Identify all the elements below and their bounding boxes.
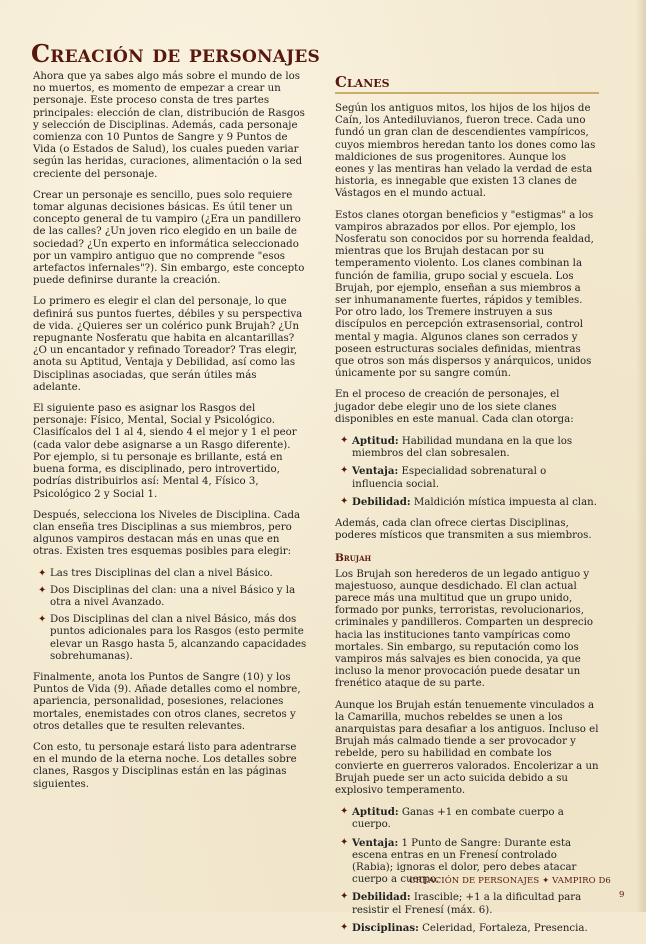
list-item-text: Celeridad, Fortaleza, Presencia.: [418, 922, 588, 934]
diamond-bullet-icon: ✦: [340, 921, 349, 933]
paragraph-disciplines: Después, selecciona los Niveles de Disciplina. Cada clan enseña tres Disciplinas a sus miembros, pero algunos vampiros destacan más en unas que en otras. Existen tres esquemas posibles para elegir:: [33, 509, 301, 558]
paragraph-brujah-camarilla: Aunque los Brujah están tenuemente vinculados a la Camarilla, muchos rebeldes se unen a los anarquistas para desafiar a los antiguos. Incluso el Brujah más calmado tiende a ser provocador y rebelde, pero su habilidad en combate los convierte en guerreros valorados. Encolerizar a un Brujah puede ser un acto suicida debido a su explosivo temperamento.: [335, 699, 599, 796]
subsection-title-brujah: Brujah: [335, 551, 372, 564]
list-item: [335, 496, 599, 509]
list-item-text: 1 Punto de Sangre: Durante esta escena entras en un Frenesí controlado (Rabia); ignoras el dolor, pero debes atacar cuerpo a cuerpo.: [352, 837, 577, 886]
diamond-bullet-icon: ✦: [38, 614, 47, 626]
list-item-label: Debilidad:: [352, 495, 411, 508]
list-item: [335, 465, 599, 490]
list-item: [335, 891, 599, 916]
list-item-text: Dos Disciplinas del clan a nivel Básico, más dos puntos adicionales para los Rasgos (esto permite elevar un Rasgo hasta 5, alcanzando capacidades sobrehumanas).: [50, 614, 307, 662]
list-item-text: Ganas +1 en combate cuerpo a cuerpo.: [352, 807, 564, 831]
list-item-text: Las tres Disciplinas del clan a nivel Básico.: [50, 567, 273, 579]
list-item-text: Irascible; +1 a la dificultad para resistir el Frenesí (máx. 6).: [352, 892, 582, 916]
paragraph-traits: El siguiente paso es asignar los Rasgos del personaje: Físico, Mental, Social y Psicológico. Clasifícalos del 1 al 4, siendo 4 el mejor y 1 el peor (cada valor debe asignarse a un Rasgo diferente). Por ejemplo, si tu personaje es brillante, está en buena forma, es disciplinado, pero introvertido, podrías distribuirlos así: Mental 4, Físico 3, Psicológico 2 y Social 1.: [33, 403, 297, 500]
paragraph-intro: Ahora que ya sabes algo más sobre el mundo de los no muertos, es momento de empezar a crear un personaje. Este proceso consta de tres partes principales: elección de clan, distribución de Rasgos y selección de Disciplinas. Además, cada personaje comienza con 10 Puntos de Sangre y 9 Puntos de Vida (o Estados de Salud), los cuales pueden variar según las heridas, curaciones, alimentación o la sed creciente del personaje.: [33, 71, 305, 180]
paragraph-conclusion: Con esto, tu personaje estará listo para adentrarse en el mundo de la eterna noche. Los detalles sobre clanes, Rasgos y Disciplinas están en las páginas siguientes.: [33, 741, 297, 790]
page-footer: CREACIÓN DE PERSONAJES ✦ VAMPIRO D6: [409, 876, 611, 886]
left-column: [33, 71, 307, 800]
list-item-text: Especialidad sobrenatural o influencia social.: [352, 466, 547, 490]
list-item-label: Ventaja:: [352, 465, 399, 478]
list-item: [33, 585, 307, 609]
right-column: [335, 72, 599, 944]
brujah-traits-list: [335, 806, 599, 935]
paragraph-clan-benefits: Estos clanes otorgan beneficios y "estigmas" a los vampiros abrazados por ellos. Por ejemplo, los Nosferatu son conocidos por su horrenda fealdad, mientras que los Brujah destacan por su temperamento violento. Los clanes combinan la función de familia, grupo social y escuela. Los Brujah, por ejemplo, enseñan a sus miembros a ser inhumanamente fuertes, rápidos y temibles. Por otro lado, los Tremere instruyen a sus discípulos en percepción extrasensorial, control mental y magia. Algunos clanes son cerrados y poseen estructuras sociales definidas, mientras que otros son más dispersos y anárquicos, unidos únicamente por su sangre común.: [335, 209, 594, 380]
section-title-clanes: Clanes: [335, 73, 390, 91]
paragraph-clan-myth: Según los antiguos mitos, los hijos de los hijos de Caín, los Antediluvianos, fueron trece. Cada uno fundó un gran clan de descendientes vampíricos, cuyos miembros heredan tanto los dones como las maldiciones de sus progenitores. Aunque los eones y las mentiras han velado la verdad de esta historia, es innegable que existen 13 clanes de Vástagos en el mundo actual.: [335, 103, 596, 200]
diamond-bullet-icon: ✦: [38, 567, 47, 579]
diamond-bullet-icon: ✦: [340, 806, 349, 818]
diamond-bullet-icon: ✦: [38, 584, 47, 596]
paragraph-concept: Crear un personaje es sencillo, pues solo requiere tomar algunas decisiones básicas. Es útil tener un concepto general de tu vampiro (¿Era un pandillero de las calles? ¿Un joven rico elegido en un baile de sociedad? ¿Un experto en informática seleccionado por un vampiro antiguo que no comprende "esos artefactos infernales"?). Sin embargo, este concepto puede definirse durante la creación.: [33, 189, 305, 287]
list-item-text: Habilidad mundana en la que los miembros del clan sobresalen.: [352, 436, 573, 460]
list-item-text: Maldición mística impuesta al clan.: [410, 496, 597, 508]
list-item-label: Aptitud:: [352, 435, 399, 448]
list-item: [33, 614, 307, 663]
list-item-label: Ventaja:: [352, 836, 399, 849]
section-divider: [335, 92, 599, 94]
list-item-label: Aptitud:: [352, 806, 399, 819]
diamond-bullet-icon: ✦: [340, 891, 349, 903]
list-item-label: Disciplinas:: [352, 921, 419, 934]
paragraph-clan-process: En el proceso de creación de personajes, el jugador debe elegir uno de los siete clanes disponibles en este manual. Cada clan otorga:: [335, 389, 574, 425]
paragraph-clan-choice: Lo primero es elegir el clan del personaje, lo que definirá sus puntos fuertes, débiles y su perspectiva de vida. ¿Quieres ser un colérico punk Brujah? ¿Un repugnante Nosferatu que habita en alcantarillas? ¿O un encantador y refinado Toreador? Tras elegir, anota su Aptitud, Ventaja y Debilidad, así como las Disciplinas asociadas, que serán útiles más adelante.: [33, 296, 303, 393]
clan-grants-list: [335, 435, 599, 509]
list-item-label: Debilidad:: [352, 891, 411, 904]
paragraph-brujah-intro: Los Brujah son herederos de un legado antiguo y majestuoso, aunque desdichado. El clan actual parece más una multitud que un grupo unido, formado por punks, terroristas, revolucionarios, criminales y pandilleros. Comparten un desprecio hacia las instituciones tanto vampíricas como mortales. Sin embargo, su reputación como los vampiros más salvajes es bien conocida, ya que incluso la menor provocación puede desatar un frenético ataque de su parte.: [335, 568, 593, 690]
diamond-bullet-icon: ✦: [340, 465, 349, 477]
paragraph-clan-disciplines: Además, cada clan ofrece ciertas Disciplinas, poderes místicos que transmiten a sus miembros.: [335, 518, 592, 542]
list-item: [335, 806, 599, 831]
list-item: [335, 435, 599, 460]
diamond-bullet-icon: ✦: [340, 836, 349, 848]
diamond-bullet-icon: ✦: [340, 495, 349, 507]
list-item: [335, 922, 599, 935]
page-edge-shadow: [636, 0, 646, 912]
list-item: [33, 568, 307, 580]
list-item-text: Dos Disciplinas del clan: una a nivel Básico y la otra a nivel Avanzado.: [50, 584, 296, 608]
diamond-bullet-icon: ✦: [340, 435, 349, 447]
paragraph-final-details: Finalmente, anota los Puntos de Sangre (10) y los Puntos de Vida (9). Añade detalles como el nombre, apariencia, personalidad, posesiones, relaciones mortales, enemistades con otros clanes, secretos y otros detalles que te resulten relevantes.: [33, 671, 301, 732]
discipline-scheme-list: [33, 568, 307, 663]
page-title: Creación de personajes: [31, 39, 320, 68]
page-number: 9: [619, 890, 625, 900]
